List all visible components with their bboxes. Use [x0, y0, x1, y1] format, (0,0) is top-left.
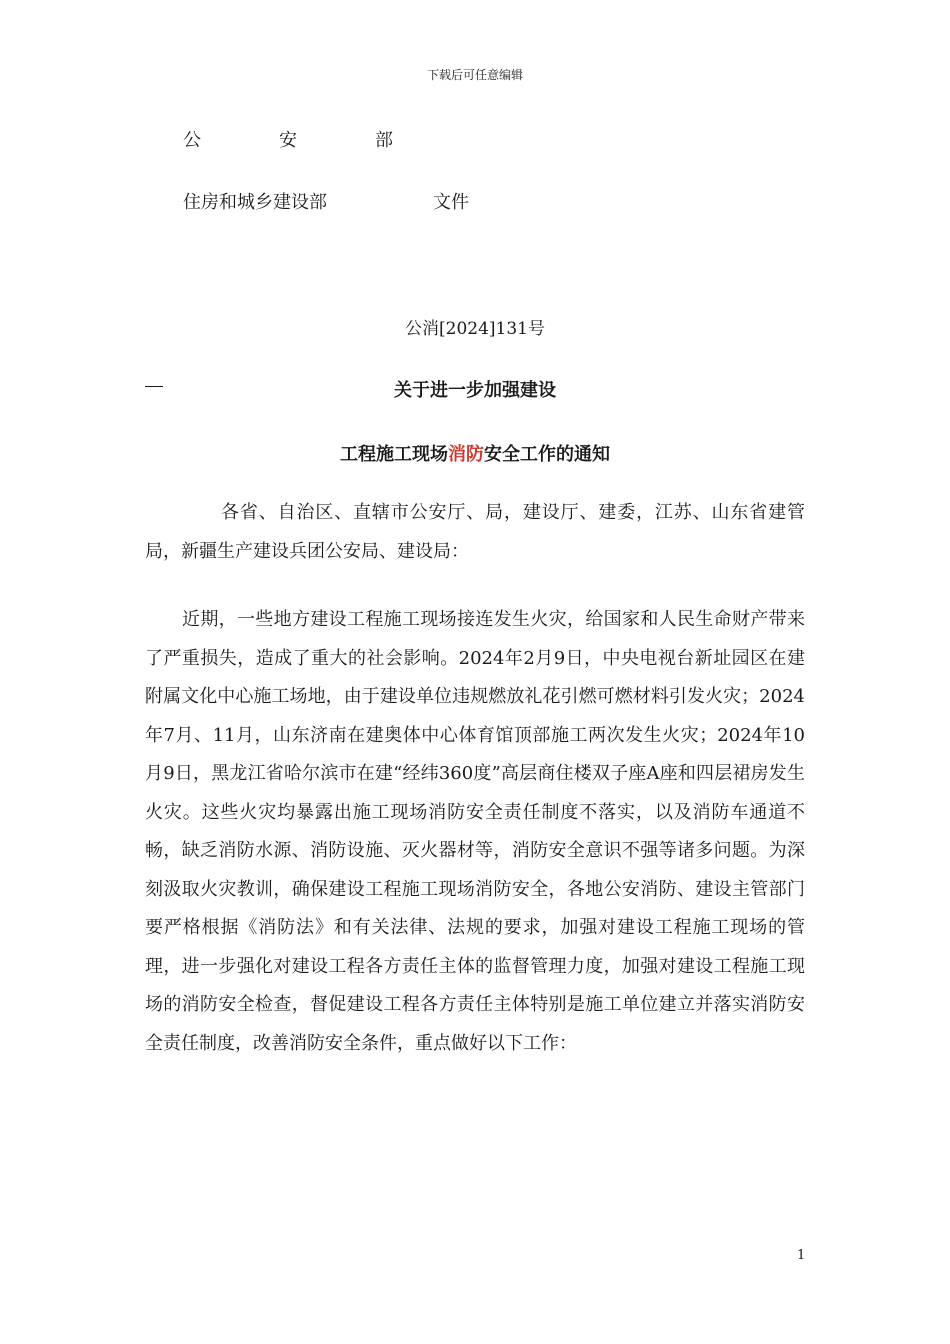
issuer-ministry-name: 住房和城乡建设部	[183, 192, 327, 213]
header-note: 下载后可任意编辑	[426, 68, 523, 82]
title-line-2-part-1: 工程施工现场	[340, 444, 448, 465]
title-line-1: 关于进一步加强建设	[394, 380, 556, 401]
title-line-2	[0, 440, 950, 466]
title-highlight: 消防	[448, 444, 484, 465]
page-number: 1	[797, 1248, 806, 1263]
issuer-char-1: 公	[183, 130, 201, 151]
title-line-2-part-3: 安全工作的通知	[484, 444, 610, 465]
document-number: 公消[2024]131号	[405, 319, 545, 339]
addressee: 各省、自治区、直辖市公安厅、局，建设厅、建委，江苏、山东省建管局，新疆生产建设兵团公安局、建设局：	[145, 502, 805, 562]
issuer-char-2: 安	[279, 130, 297, 151]
body-paragraph: 近期，一些地方建设工程施工现场接连发生火灾，给国家和人民生命财产带来了严重损失，造成了重大的社会影响。2024年2月9日，中央电视台新址园区在建附属文化中心施工场地，由于建设单位违规燃放礼花引燃可燃材料引发火灾；2024年7月、11月，山东济南在建奥体中心体育馆顶部施工两次发生火灾；2024年10月9日，黑龙江省哈尔滨市在建“经纬360度”高层商住楼双子座A座和四层裙房发生火灾。这些火灾均暴露出施工现场消防安全责任制度不落实，以及消防车通道不畅，缺乏消防水源、消防设施、灭火器材等，消防安全意识不强等诸多问题。为深刻汲取火灾教训，确保建设工程施工现场消防安全，各地公安消防、建设主管部门要严格根据《消防法》和有关法律、法规的要求，加强对建设工程施工现场的管理，进一步强化对建设工程各方责任主体的监督管理力度，加强对建设工程施工现场的消防安全检查，督促建设工程各方责任主体特别是施工单位建立并落实消防安全责任制度，改善消防安全条件，重点做好以下工作：	[145, 609, 805, 1054]
issuer-document-label: 文件	[433, 192, 469, 213]
issuer-char-3: 部	[375, 130, 393, 151]
